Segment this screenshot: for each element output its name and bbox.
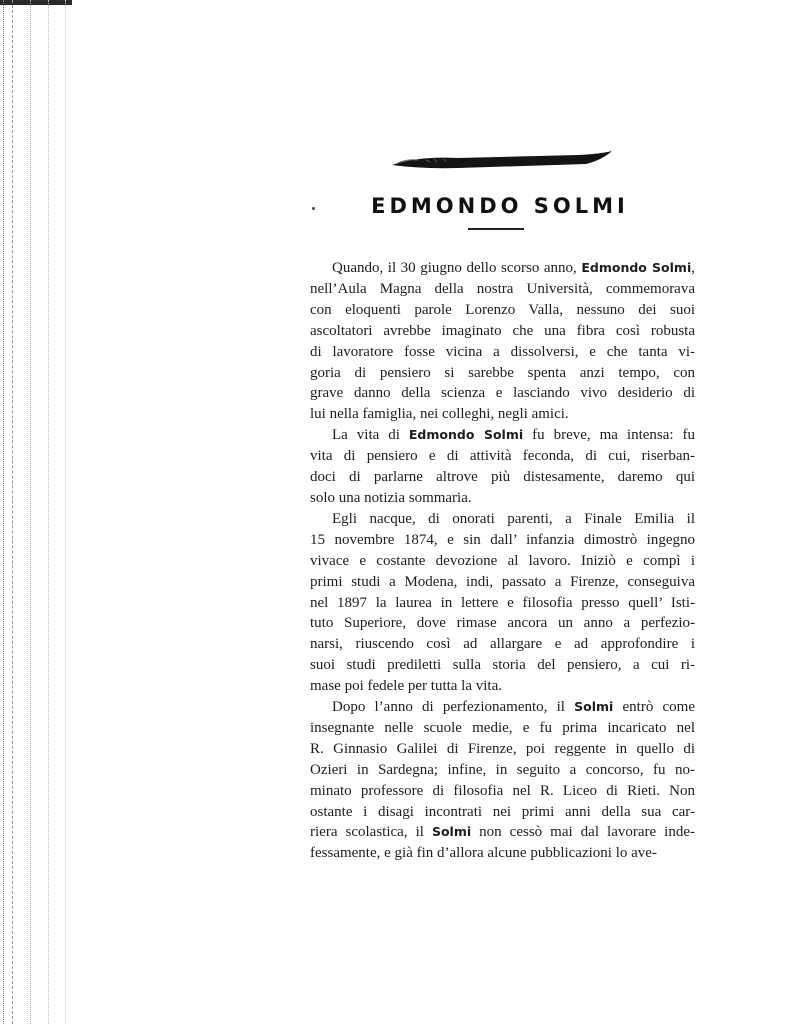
text-line: mase poi fedele per tutta la vita. [310, 678, 503, 695]
text-line: suoi studi prediletti sulla storia del pensiero, a cui ri- [310, 657, 695, 674]
name-emphasis: Solmi [574, 699, 614, 715]
text-line: 15 novembre 1874, e sin dall’ infanzia dimostrò ingegno [310, 531, 695, 548]
name-emphasis: Edmondo Solmi [408, 427, 524, 443]
text-line: grave danno della scienza e lasciando vivo desiderio di [310, 385, 695, 402]
title-underline [468, 228, 524, 230]
text-line: goria di pensiero si sarebbe spenta anzi tempo, con [310, 364, 695, 381]
text-line: con eloquenti parole Lorenzo Valla, nessuno dei suoi [310, 301, 695, 318]
text-line: Egli nacque, di onorati parenti, a Finale Emilia il [332, 510, 695, 527]
name-emphasis: Edmondo Solmi [581, 260, 692, 275]
text-line: vivace e costante devozione al lavoro. Iniziò e compì i [310, 552, 695, 569]
text-line: Dopo l’anno di perfezionamento, il Solmi entrò come [332, 699, 695, 716]
text-line: primi studi a Modena, indi, passato a Firenze, conseguiva [310, 573, 695, 590]
text-line: nel 1897 la laurea in lettere e filosofia presso quell’ Isti- [310, 594, 695, 611]
text-line: La vita di Edmondo Solmi fu breve, ma intensa: fu [332, 427, 696, 444]
text-line: lui nella famiglia, nei colleghi, negli amici. [310, 406, 569, 423]
text-line: R. Ginnasio Galilei di Firenze, poi reggente in quello di [310, 740, 695, 757]
body-text [310, 258, 695, 864]
text-line: Quando, il 30 giugno dello scorso anno, Edmondo Solmi, [332, 260, 695, 276]
text-line: fessamente, e già fin d’allora alcune pubblicazioni lo ave- [310, 845, 657, 862]
text-line: ostante i disagi incontrati nei primi anni della sua car- [310, 803, 695, 820]
scan-binding-edge [0, 0, 72, 1024]
text-line: nell’Aula Magna della nostra Università, commemorava [310, 280, 695, 297]
name-emphasis: Solmi [431, 824, 472, 840]
text-line: Ozieri in Sardegna; infine, in seguito a concorso, fu no- [310, 761, 695, 778]
text-line: riera scolastica, il Solmi non cessò mai dal lavorare inde- [310, 824, 695, 841]
text-line: insegnante nelle scuole medie, e fu prima incaricato nel [310, 719, 695, 736]
text-line: solo una notizia sommaria. [310, 489, 472, 506]
text-line: narsi, riuscendo così ad allargare e ad approfondire i [310, 636, 695, 653]
text-line: minato professore di filosofia nel R. Liceo di Rieti. Non [310, 782, 695, 799]
text-line: ascoltatori avrebbe imaginato che una fibra così robusta [310, 322, 695, 339]
ornament-flourish-icon [388, 148, 614, 172]
text-line: tuto Superiore, dove rimase ancora un anno a perfezio- [310, 615, 695, 632]
page-title: EDMONDO SOLMI [371, 194, 629, 218]
text-line: di lavoratore fosse vicina a dissolversi, e che tanta vi- [310, 343, 695, 360]
text-line: doci di parlarne altrove più distesamente, daremo qui [310, 469, 695, 486]
text-line: vita di pensiero e di attività feconda, di cui, riserban- [310, 448, 695, 465]
